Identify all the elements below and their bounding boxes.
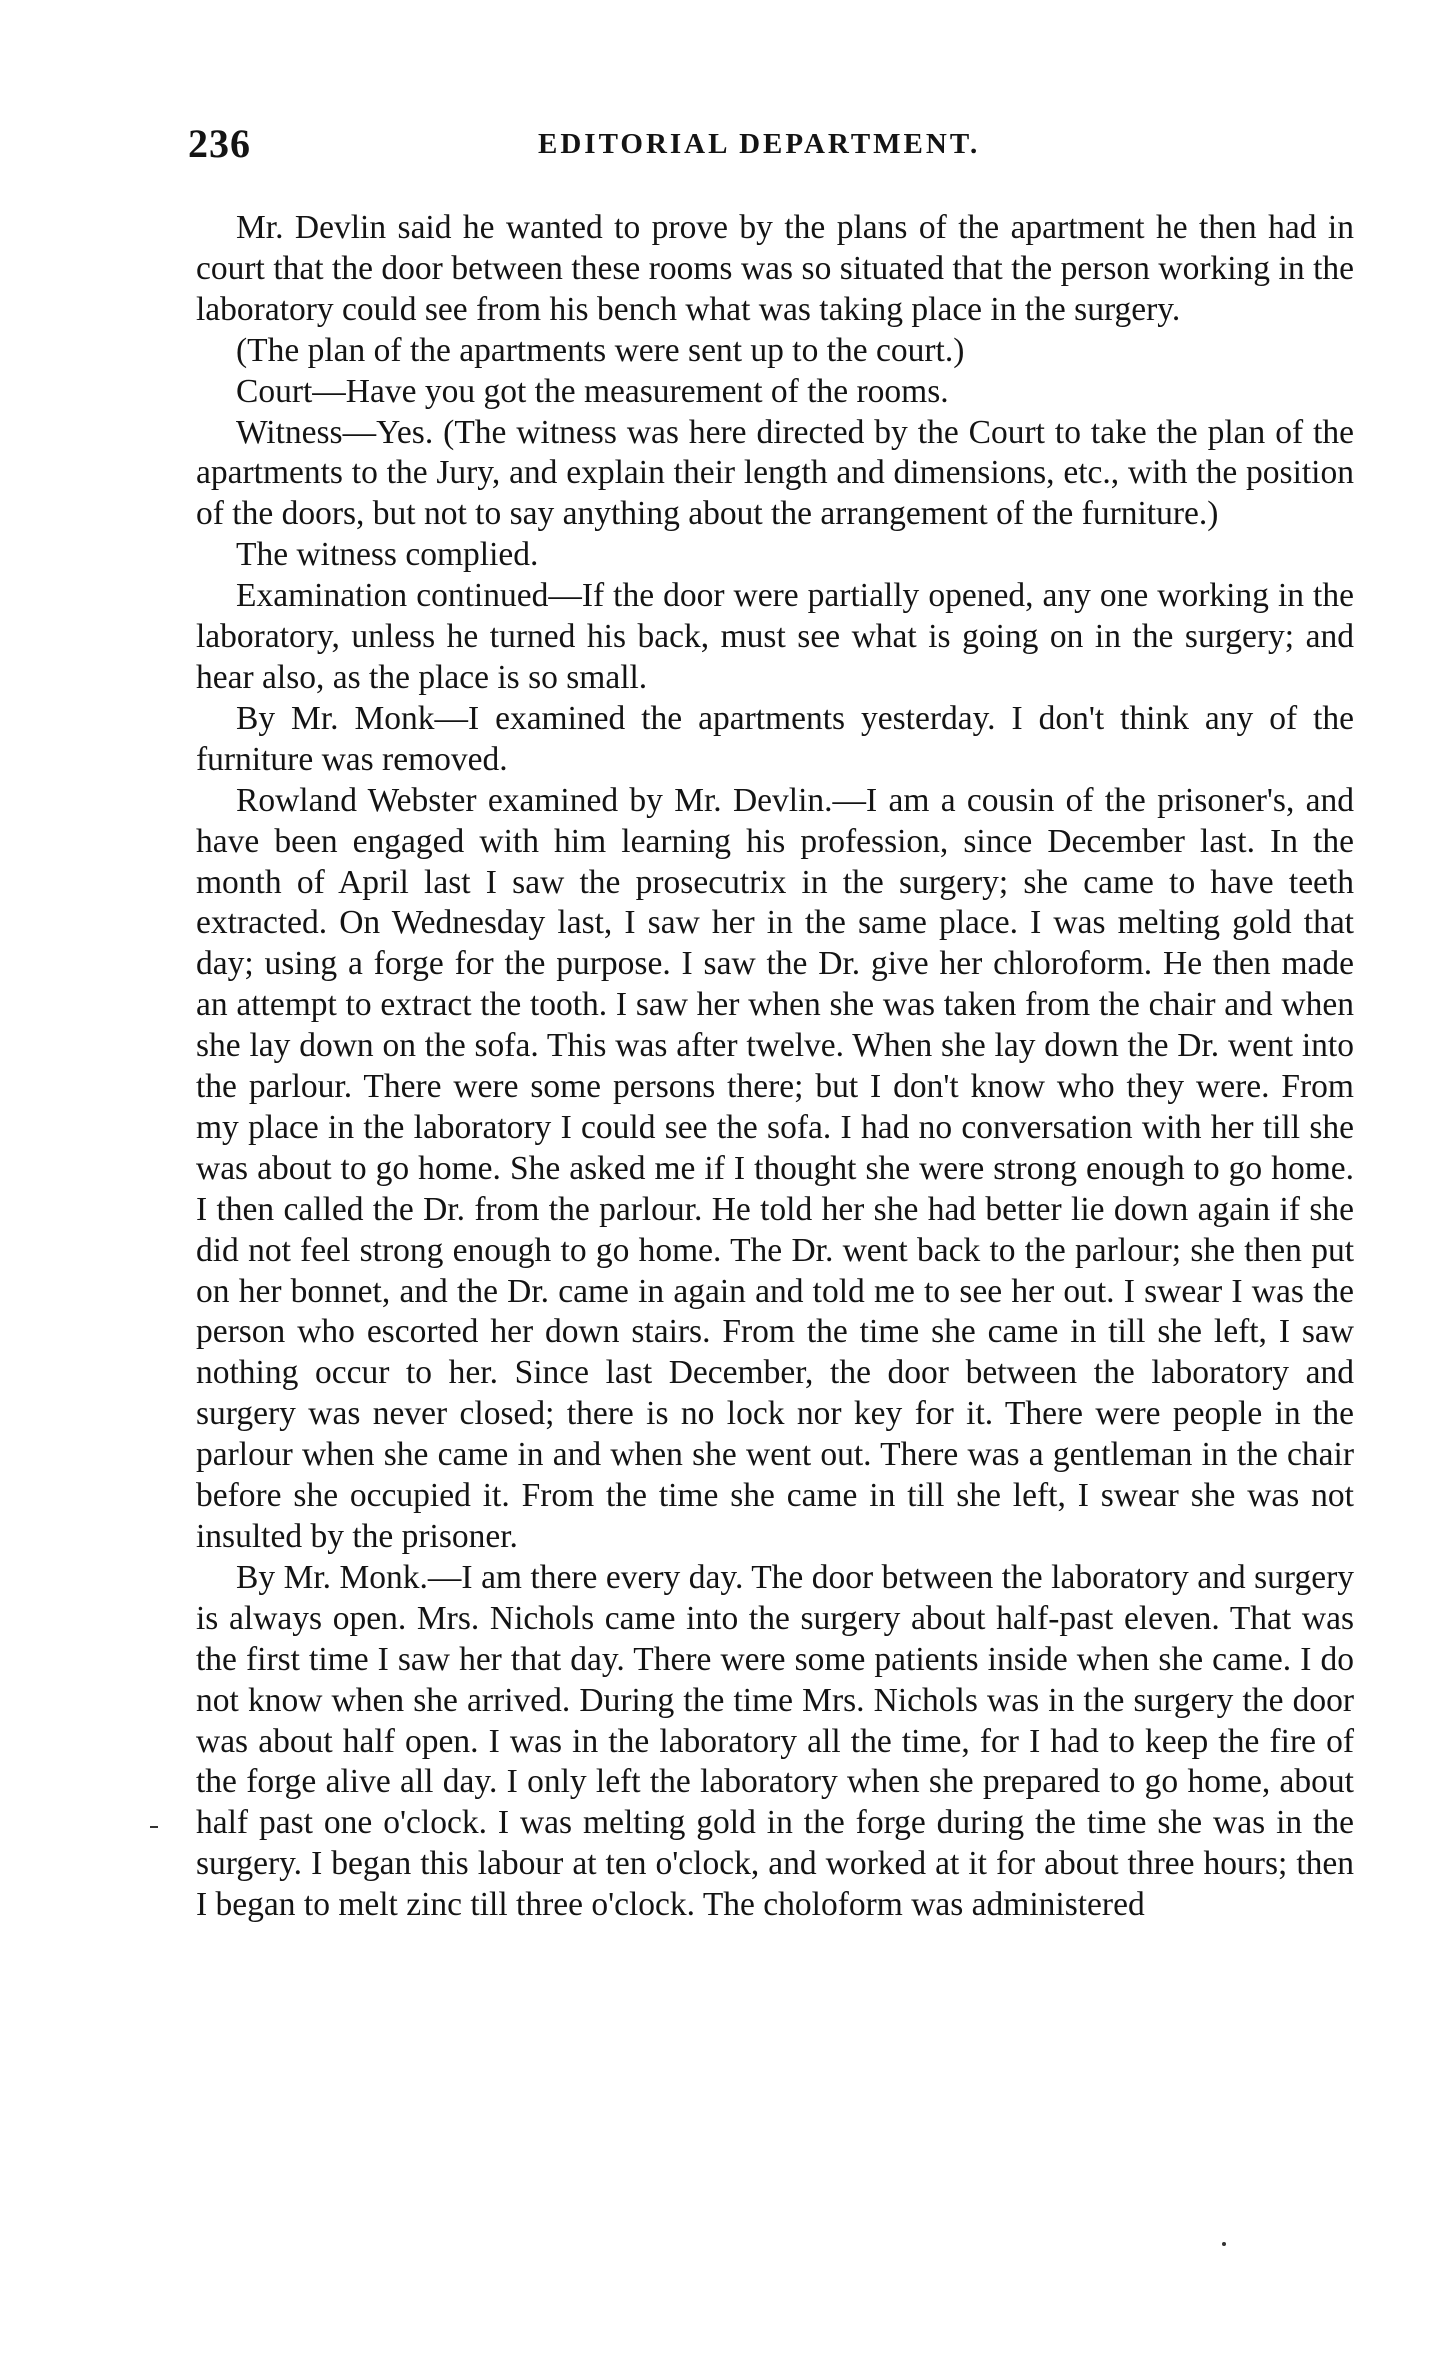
paragraph-court-question: Court—Have you got the measurement of the rooms. xyxy=(236,372,949,410)
margin-mark xyxy=(150,1826,158,1828)
paragraph-monk-examined: By Mr. Monk—I examined the apartments yesterday. I don't think any of the furniture was removed. xyxy=(196,699,1354,778)
paragraph-examination-continued: Examination continued—If the door were partially opened, any one working in the laboratory, unless he turned his back, must see what is going on in the surgery; and hear also, as the place is so small. xyxy=(196,577,1354,696)
section-title: EDITORIAL DEPARTMENT. xyxy=(538,128,981,160)
paragraph-webster-testimony: Rowland Webster examined by Mr. Devlin.—I am a cousin of the prisoner's, and have been engaged with him learning his profession, since December last. In the month of April last I saw the prosecutrix in the surgery; she came to have teeth extracted. On Wednesday last, I saw her in the same place. I was melting gold that day; using a forge for the purpose. I saw the Dr. give her chloroform. He then made an attempt to extract the tooth. I saw her when she was taken from the chair and when she lay down on the sofa. This was after twelve. When she lay down the Dr. went into the parlour. There were some persons there; but I don't know who they were. From my place in the laboratory I could see the sofa. I had no conversation with her till she was about to go home. She asked me if I thought she were strong enough to go home. I then called the Dr. from the parlour. He told her she had better lie down again if she did not feel strong enough to go home. The Dr. went back to the parlour; she then put on her bonnet, and the Dr. came in again and told me to see her out. I swear I was the person who escorted her down stairs. From the time she came in till she left, I saw nothing occur to her. Since last December, the door between the laboratory and surgery was never closed; there is no lock nor key for it. There were people in the parlour when she came in and when she went out. There was a gentleman in the chair before she occupied it. From the time she came in till she left, I swear she was not insulted by the prisoner. xyxy=(196,781,1354,1555)
page-number: 236 xyxy=(188,121,251,166)
body-text xyxy=(196,208,1354,1926)
paragraph-monk-cross-examination: By Mr. Monk.—I am there every day. The door between the laboratory and surgery is always open. Mrs. Nichols came into the surgery about half-past eleven. That was the first time I saw her that day. There were some patients inside when she came. I do not know when she arrived. During the time Mrs. Nichols was in the surgery the door was about half open. I was in the laboratory all the time, for I had to keep the fire of the forge alive all day. I only left the laboratory when she prepared to go home, about half past one o'clock. I was melting gold in the forge during the time she was in the surgery. I began this labour at ten o'clock, and worked at it for about three hours; then I began to melt zinc till three o'clock. The choloform was administered xyxy=(196,1558,1354,1924)
paragraph-witness-directed: Witness—Yes. (The witness was here directed by the Court to take the plan of the apartments to the Jury, and explain their length and dimensions, etc., with the position of the doors, but not to say anything about the arrangement of the furniture.) xyxy=(196,413,1354,533)
paragraph-witness-complied: The witness complied. xyxy=(236,536,539,574)
paragraph-plan-sent: (The plan of the apartments were sent up to the court.) xyxy=(236,331,965,369)
ink-speck xyxy=(1222,2242,1226,2246)
paragraph-devlin-plans: Mr. Devlin said he wanted to prove by the plans of the apartment he then had in court that the door between these rooms was so situated that the person working in the laboratory could see from his bench what was taking place in the surgery. xyxy=(196,209,1354,328)
running-head xyxy=(188,120,1318,170)
